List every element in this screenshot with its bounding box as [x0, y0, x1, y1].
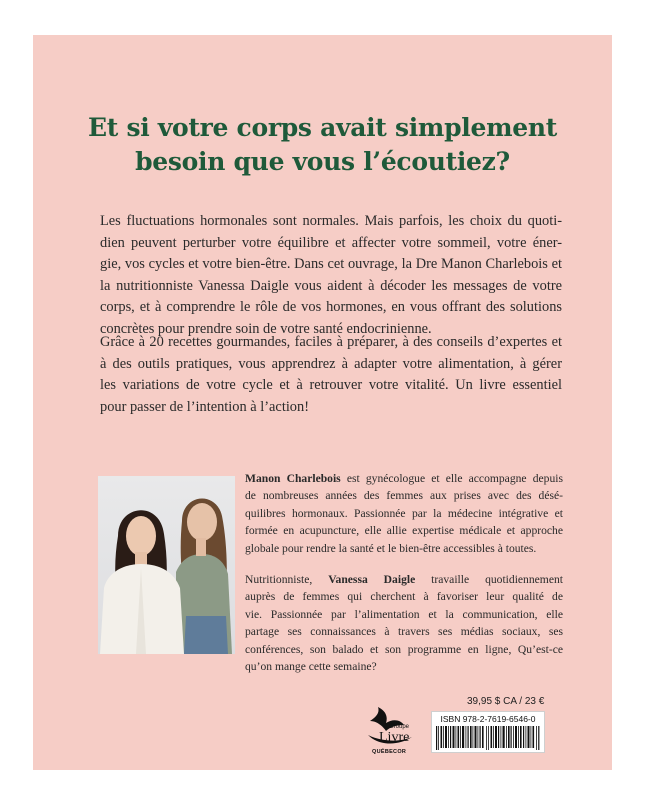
bio-vanessa: [245, 571, 563, 675]
headline-line-2: besoin que vous l’écoutiez?: [135, 147, 510, 176]
text-line: à des outils pratiques, vous apprendrez à adapter votre alimentation, à gérer: [100, 355, 562, 372]
text-line: globale pour rendre la santé et le bien-être accessibles à toutes.: [245, 541, 537, 555]
text-segment: est gynécologue et elle accompagne depuis: [340, 472, 563, 485]
bio-manon: [245, 470, 563, 557]
text-line: pour passer de l’intention à l’action!: [100, 398, 309, 415]
publisher-groupe: Groupe: [389, 724, 410, 730]
text-line: formée en acupuncture, elle allie expertise médicale et approche: [245, 524, 563, 538]
description-paragraph-2: [100, 332, 562, 418]
publisher-logo: [364, 705, 416, 761]
bio-first-line: [245, 571, 563, 588]
text-line: partage ses connaissances à travers ses médias sociaux, ses: [245, 625, 563, 639]
publisher-quebecor: QUÉBECOR: [372, 749, 407, 755]
authors-photo: [98, 476, 235, 654]
text-line: les variations de votre cycle et à retrouver votre vitalité. Un livre essentiel: [100, 377, 562, 394]
text-line: Les fluctuations hormonales sont normales. Mais parfois, les choix du quoti-: [100, 213, 562, 229]
text-line: conférences, son balado et son programme en ligne, Qu’est-ce: [245, 642, 563, 656]
back-cover: [33, 35, 612, 770]
description-paragraph-1: [100, 211, 562, 341]
author-name: Manon Charlebois: [245, 472, 341, 485]
text-line: vie. Passionnée par l’alimentation et la communication, elle: [245, 607, 563, 621]
text-segment: Nutritionniste,: [245, 573, 329, 586]
barcode-box: [431, 711, 545, 753]
text-line: Grâce à 20 recettes gourmandes, faciles à préparer, à des conseils d’expertes et: [100, 334, 562, 350]
text-line: quilibres hormonaux. Passionnée par la médecine intégrative et: [245, 506, 563, 520]
price: 39,95 $ CA / 23 €: [467, 696, 545, 707]
authors-photo-illustration: [98, 476, 235, 654]
text-line: gie, vos cycles et votre bien-être. Dans cet ouvrage, la Dre Manon Charlebois et: [100, 256, 562, 273]
text-line: concrètes pour prendre soin de votre santé endocrinienne.: [100, 320, 432, 337]
isbn: ISBN 978-2-7619-6546-0: [440, 714, 536, 724]
text-segment: travaille quotidiennement: [415, 573, 563, 586]
text-line: corps, et à comprendre le rôle de vos hormones, en vous offrant des solutions: [100, 299, 562, 316]
text-line: qu’on mange cette semaine?: [245, 660, 377, 674]
headline-line-1: Et si votre corps avait simplement: [88, 113, 557, 142]
text-line: auprès de femmes qui cherchent à favoriser leur qualité de: [245, 590, 563, 604]
publisher-livre: Livre: [379, 730, 410, 745]
text-line: dien peuvent perturber votre équilibre et affecter votre sommeil, votre éner-: [100, 234, 562, 251]
barcode-icon: [436, 726, 540, 750]
text-line: de nombreuses années des femmes aux prises avec des désé-: [245, 489, 563, 503]
bio-first-line: [245, 470, 563, 487]
author-name: Vanessa Daigle: [328, 573, 416, 586]
headline: [33, 111, 612, 179]
text-line: la nutritionniste Vanessa Daigle vous aident à décoder les messages de votre: [100, 277, 562, 294]
